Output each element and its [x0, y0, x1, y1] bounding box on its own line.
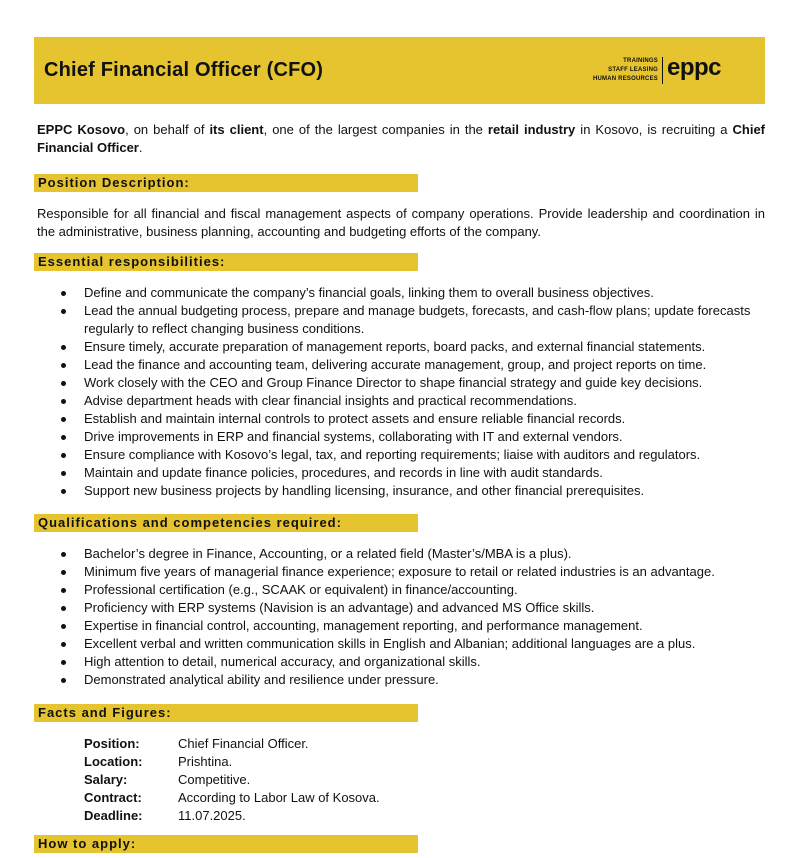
fact-label: Location: [84, 754, 143, 769]
intro-role: Chief Financial Officer [37, 122, 766, 155]
fact-value: Competitive. [178, 772, 251, 787]
qualifications-list [37, 545, 765, 689]
list-item-text: Expertise in financial control, accounting, management reporting, and performance management. [84, 618, 643, 633]
fact-value: Prishtina. [178, 754, 233, 769]
list-item [37, 545, 765, 563]
section-how-to-apply: How to apply: [34, 835, 418, 853]
list-item-text: Advise department heads with clear financial insights and practical recommendations. [84, 393, 577, 408]
list-item-text: Work closely with the CEO and Group Finance Director to shape financial strategy and guide key decisions. [84, 375, 703, 390]
fact-label: Contract: [84, 790, 142, 805]
section-facts-and-figures: Facts and Figures: [34, 704, 418, 722]
bullet-icon [61, 435, 66, 440]
fact-row [84, 735, 380, 753]
bullet-icon [61, 552, 66, 557]
list-item-text: Support new business projects by handling licensing, insurance, and other financial prerequisites. [84, 483, 645, 498]
fact-row [84, 753, 380, 771]
list-item-text: Lead the finance and accounting team, delivering accurate management, group, and project reports on time. [84, 357, 707, 372]
list-item-text: Minimum five years of managerial finance experience; exposure to retail or related industries is an advantage. [84, 564, 715, 579]
list-item [37, 464, 765, 482]
list-item [37, 446, 765, 464]
fact-row [84, 807, 380, 825]
bullet-icon [61, 417, 66, 422]
logo-tag-trainings: TRAININGS [623, 57, 658, 64]
bullet-icon [61, 588, 66, 593]
logo-tagline [593, 57, 663, 84]
bullet-icon [61, 363, 66, 368]
position-description-text: Responsible for all financial and fiscal management aspects of company operations. Provide leadership and coordination in the administrative, business planning, accounting and budgeting efforts of the company. [37, 206, 765, 239]
bullet-icon [61, 309, 66, 314]
header-banner [34, 37, 765, 104]
intro-company: EPPC Kosovo [37, 122, 126, 137]
fact-row [84, 771, 380, 789]
bullet-icon [61, 471, 66, 476]
list-item-text: Ensure timely, accurate preparation of management reports, board packs, and external financial statements. [84, 339, 706, 354]
fact-label: Salary: [84, 772, 128, 787]
list-item [37, 482, 765, 500]
fact-value: 11.07.2025. [178, 808, 246, 823]
list-item [37, 356, 765, 374]
facts-table [84, 735, 380, 825]
page-title: Chief Financial Officer (CFO) [44, 59, 324, 81]
logo-brand: eppc [666, 54, 721, 81]
list-item [37, 563, 765, 581]
list-item-text: Proficiency with ERP systems (Navision is an advantage) and advanced MS Office skills. [84, 600, 595, 615]
list-item [37, 302, 765, 338]
bullet-icon [61, 678, 66, 683]
intro-client: its client [209, 122, 264, 137]
section-essential-responsibilities: Essential responsibilities: [34, 253, 418, 271]
bullet-icon [61, 381, 66, 386]
list-item [37, 284, 765, 302]
bullet-icon [61, 291, 66, 296]
intro-paragraph [37, 121, 765, 157]
intro-text-2: , one of the largest companies in the [263, 122, 488, 137]
bullet-icon [61, 399, 66, 404]
bullet-icon [61, 660, 66, 665]
intro-text-4: . [138, 140, 143, 155]
list-item [37, 617, 765, 635]
list-item [37, 635, 765, 653]
intro-text-3: in Kosovo, is recruiting a [575, 122, 733, 137]
section-position-description: Position Description: [34, 174, 418, 192]
list-item-text: Demonstrated analytical ability and resilience under pressure. [84, 672, 439, 687]
list-item [37, 599, 765, 617]
list-item-text: Excellent verbal and written communication skills in English and Albanian; additional languages are a plus. [84, 636, 696, 651]
list-item [37, 671, 765, 689]
bullet-icon [61, 606, 66, 611]
list-item-text: Establish and maintain internal controls to protect assets and ensure reliable financial records. [84, 411, 626, 426]
intro-industry: retail industry [487, 122, 576, 137]
list-item [37, 338, 765, 356]
list-item-text: Maintain and update finance policies, procedures, and records in line with audit standards. [84, 465, 603, 480]
list-item-text: Professional certification (e.g., SCAAK or equivalent) in finance/accounting. [84, 582, 518, 597]
list-item-text: Bachelor’s degree in Finance, Accounting, or a related field (Master’s/MBA is a plus). [84, 546, 572, 561]
fact-label: Position: [84, 736, 140, 751]
fact-label: Deadline: [84, 808, 143, 823]
intro-text-1: , on behalf of [125, 122, 210, 137]
fact-value: According to Labor Law of Kosova. [178, 790, 380, 805]
bullet-icon [61, 489, 66, 494]
list-item [37, 410, 765, 428]
bullet-icon [61, 453, 66, 458]
responsibilities-list [37, 284, 765, 500]
list-item [37, 392, 765, 410]
list-item-text: High attention to detail, numerical accuracy, and organizational skills. [84, 654, 481, 669]
section-qualifications: Qualifications and competencies required: [34, 514, 418, 532]
eppc-logo [593, 53, 721, 87]
list-item [37, 374, 765, 392]
bullet-icon [61, 642, 66, 647]
fact-value: Chief Financial Officer. [178, 736, 309, 751]
bullet-icon [61, 624, 66, 629]
list-item-text: Ensure compliance with Kosovo’s legal, tax, and reporting requirements; liaise with auditors and regulators. [84, 447, 701, 462]
list-item [37, 581, 765, 599]
list-item-text: Define and communicate the company’s financial goals, linking them to overall business objectives. [84, 285, 654, 300]
list-item [37, 653, 765, 671]
bullet-icon [61, 570, 66, 575]
logo-tag-human-resources: HUMAN RESOURCES [592, 75, 658, 82]
list-item-text: Lead the annual budgeting process, prepare and manage budgets, forecasts, and cash-flow plans; update forecasts regularly to reflect changing business conditions. [84, 303, 751, 336]
list-item-text: Drive improvements in ERP and financial systems, collaborating with IT and external vendors. [84, 429, 623, 444]
logo-tag-staff-leasing: STAFF LEASING [608, 66, 658, 73]
bullet-icon [61, 345, 66, 350]
fact-row [84, 789, 380, 807]
list-item [37, 428, 765, 446]
